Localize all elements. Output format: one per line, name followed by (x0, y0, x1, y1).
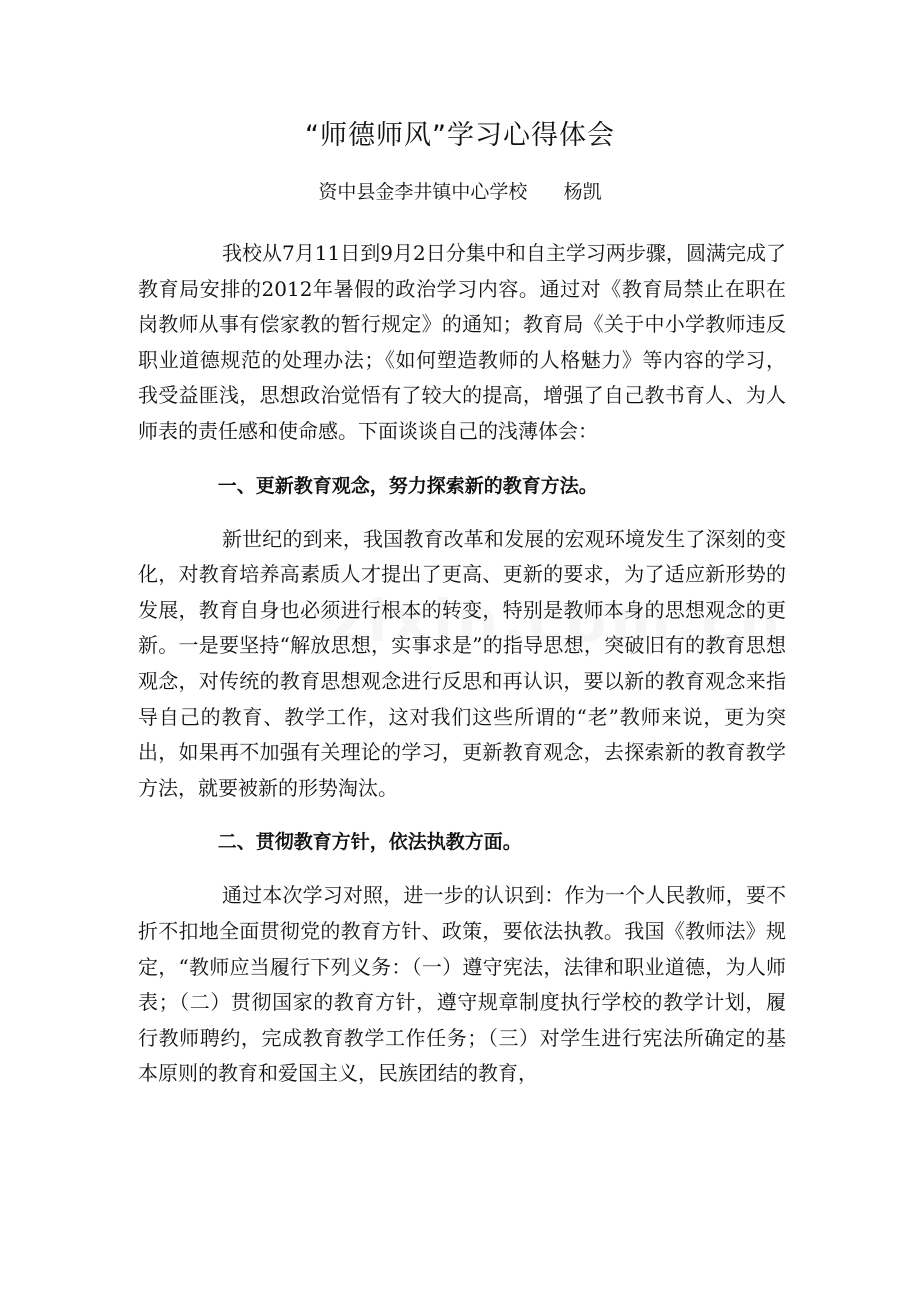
section-1-paragraph: 新世纪的到来，我国教育改革和发展的宏观环境发生了深刻的变化，对教育培养高素质人才提出了更高、更新的要求，为了适应新形势的发展，教育自身也必须进行根本的转变，特别是教师本身的思想观念的更新。一是要坚持“解放思想，实事求是”的指导思想，突破旧有的教育思想观念，对传统的教育思想观念进行反思和再认识，要以新的教育观念来指导自己的教育、教学工作，这对我们这些所谓的“老”教师来说，更为突出，如果再不加强有关理论的学习，更新教育观念，去探索新的教育教学方法，就要被新的形势淘汰。 (138, 526, 786, 800)
section-heading-1: 一、更新教育观念，努力探索新的教育方法。 (217, 474, 598, 497)
section-heading-2: 二、贯彻教育方针，依法执教方面。 (217, 831, 522, 854)
author-byline: 资中县金李井镇中心学校 杨凯 (318, 181, 602, 203)
document-title: “师德师风”学习心得体会 (305, 120, 615, 151)
section-2-paragraph: 通过本次学习对照，进一步的认识到：作为一个人民教师，要不折不扣地全面贯彻党的教育方针、政策，要依法执教。我国《教师法》规定，“教师应当履行下列义务：（一）遵守宪法，法律和职业道德，为人师表；（二）贯彻国家的教育方针，遵守规章制度执行学校的教学计划，履行教师聘约，完成教育教学工作任务；（三）对学生进行宪法所确定的基本原则的教育和爱国主义，民族团结的教育， (138, 883, 786, 1086)
intro-paragraph: 我校从7月11日到9月2日分集中和自主学习两步骤，圆满完成了教育局安排的2012年暑假的政治学习内容。通过对《教育局禁止在职在岗教师从事有偿家教的暂行规定》的通知；教育局《关于中小学教师违反职业道德规范的处理办法；《如何塑造教师的人格魅力》等内容的学习，我受益匪浅，思想政治觉悟有了较大的提高，增强了自己教书育人、为人师表的责任感和使命感。下面谈谈自己的浅薄体会： (138, 241, 786, 443)
document-body (138, 236, 786, 1110)
